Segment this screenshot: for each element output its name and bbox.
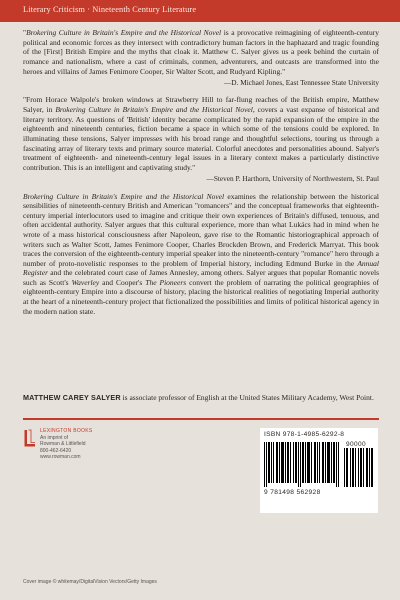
author-bio [23,393,379,403]
blurb-harthorn-attribution: —Steven P. Harthorn, University of Northwestern, St. Paul [206,173,379,183]
barcode-panel [260,428,378,513]
description-waverley: Waverley [71,277,100,287]
description-annual-register: Annual Register [23,258,379,278]
description-text: and the celebrated court case of James Annesley, among others. Salyer argues that popular Romantic novels such as Scott's [23,268,379,287]
author-bio-text: is associate professor of English at the United States Military Academy, West Point. [120,393,374,402]
blurb-book-title: Brokering Culture in Britain's Empire and the Historical Novel [26,28,222,37]
description-text: examines the relationship between the historical sensibilities of nineteenth-century British and American "romancers" and the conceptual frameworks that eighteenth-century imperial interlocutors used to imagine and critique their own experiences of Britain's diffused, tenuous, and often accidental authority. Salyer argues that this cultural experience, more than what Lukács had in mind when he wrote of a mass historical consciousness after Napoleon, gave rise to the Romantic historiographical approach of writers such as Walter Scott, James Fenimore Cooper, Charles Brockden Brown, and Frederick Marryat. This book traces the conversion of the eighteenth-century imperial speaker into the nineteenth-century "romance" hero through a number of proto-novelistic responses to the problem of Imperial history, including Edmund Burke in the [23,191,379,268]
blurb-harthorn-text-b: , covers a vast expanse of historical and literary territory. As questions of 'British' identity became complicated by the rapid expansion of the empire in the eighteenth and nineteenth centuries, fiction became a space in which some of the tensions could be explored. In illuminating these tensions, Salyer impresses with his broad range and thoughtful selections, touring us through a fascinating array of literary texts and primary source material. Colorful anecdotes and personalities abound. Salyer's treatment of eighteenth- and nineteenth-century legal issues in a literary context makes a particularly distinctive contribution. This is an intelligent and captivating study." [23,104,379,173]
book-description [23,192,379,317]
description-text: and Cooper's [99,277,146,287]
publisher-parent: Rowman & Littlefield [40,441,86,447]
blurb-harthorn [23,95,379,183]
ean-barcode-icon [264,442,340,487]
blurb-jones: "Brokering Culture in Britain's Empire and the Historical Novel is a provocative reimagining of eighteenth-century political and economic forces as they intersect with contradictory human factors in the haphazard and tragic founding of the [First] British Empire and the myths that cloak it. Matthew C. Salyer gives us a peek behind the curtain of romance and nationalism, where a cast of criminals, conmen, adventurers, and outcasts are transformed into the heroes and villains of James Fenimore Cooper, Sir Walter Scott, and Rudyard Kipling." —D. Michael Jones, East Tennessee State University [23,28,379,87]
publisher-info [40,428,92,461]
category-label: Literary Criticism · Nineteenth Century Literature [23,5,197,14]
publisher-phone: 800-462-6420 [40,447,72,454]
isbn-label: ISBN 978-1-4985-6292-8 [264,431,345,438]
blurb-harthorn-text-a: "From Horace Walpole's broken windows at Strawberry Hill to far-flung reaches of the British empire, Matthew Salyer, in [23,95,379,114]
publisher-block [23,428,143,464]
description-text: convert the problem of narrating the political geographies of eighteenth-century Empire into a discourse of history, placing the historical realities of negotiating Imperial authority at the heart of a nineteenth-century project that fictionalized the possibilities and limits of political historical agency in the modern nation state. [23,277,379,316]
publisher-logo-icon [23,429,36,448]
description-pioneers: The Pioneers [145,277,187,287]
divider-rule [23,418,379,420]
cover-image-credit: Cover image © whitemay/DigitalVision Vectors/Getty Images [23,579,157,585]
author-name: MATTHEW CAREY SALYER [23,393,121,402]
publisher-web: www.rowman.com [40,454,81,460]
category-band [0,0,400,22]
blurb-jones-text: is a provocative reimagining of eighteenth-century political and economic forces as they intersect with contradictory human factors in the haphazard and tragic founding of the [First] British Empire and the myths that cloak it. Matthew C. Salyer gives us a peek behind the curtain of romance and nationalism, where a cast of criminals, conmen, adventurers, and outcasts are transformed into the heroes and villains of James Fenimore Cooper, Sir Walter Scott, and Rudyard Kipling." [23,28,379,76]
publisher-name: LEXINGTON BOOKS [40,428,93,434]
back-cover-text [23,28,379,316]
publisher-imprint-line: An imprint of [40,434,69,441]
blurb-book-title: Brokering Culture in Britain's Empire and the Historical Novel [55,104,253,114]
barcode-addon-digits: 90000 [346,441,367,448]
ean-digits: 9 781498 562928 [264,489,321,496]
description-book-title: Brokering Culture in Britain's Empire and the Historical Novel [23,191,225,201]
addon-barcode-icon [344,448,374,487]
blurb-jones-attribution: —D. Michael Jones, East Tennessee State University [224,77,379,87]
